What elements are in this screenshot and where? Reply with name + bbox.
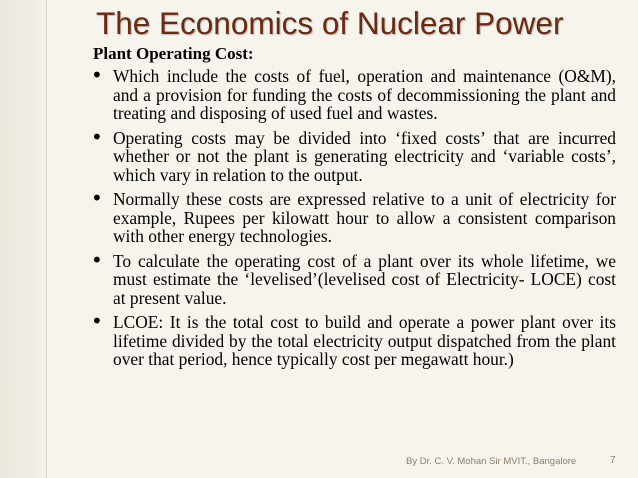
bullet-icon: • bbox=[91, 247, 103, 272]
left-divider-line bbox=[46, 0, 47, 478]
bullet-icon: • bbox=[91, 63, 103, 87]
bullet-item bbox=[91, 309, 616, 369]
bullet-list bbox=[91, 63, 616, 375]
bullet-text: To calculate the operating cost of a plant over its whole lifetime, we must estimate the ‘levelised’(levelised cost of Electricity- LOCE) cost at present value. bbox=[113, 250, 616, 308]
bullet-text: Operating costs may be divided into ‘fixed costs’ that are incurred whether or not the plant is generating electricity and ‘variable costs’, which vary in relation to the output. bbox=[113, 127, 616, 185]
left-decorative-bar bbox=[0, 0, 46, 478]
bullet-item bbox=[91, 247, 616, 308]
bullet-item bbox=[91, 186, 616, 246]
bullet-icon: • bbox=[91, 309, 103, 333]
bullet-item bbox=[91, 63, 616, 123]
bullet-item bbox=[91, 124, 616, 185]
section-heading: Plant Operating Cost: bbox=[93, 44, 254, 63]
page-number: 7 bbox=[610, 455, 616, 466]
footer-credit: By Dr. C. V. Mohan Sir MVIT., Bangalore bbox=[406, 456, 577, 467]
bullet-text: Which include the costs of fuel, operation and maintenance (O&M), and a provision for funding the costs of decommissioning the plant and treating and disposing of used fuel and wastes. bbox=[113, 66, 616, 123]
bullet-icon: • bbox=[91, 186, 103, 210]
bullet-icon: • bbox=[91, 124, 103, 149]
slide-title: The Economics of Nuclear Power bbox=[96, 5, 564, 41]
bullet-text: Normally these costs are expressed relative to a unit of electricity for example, Rupees per kilowatt hour to allow a consistent comparison with other energy technologies. bbox=[113, 189, 616, 246]
bullet-text: LCOE: It is the total cost to build and operate a power plant over its lifetime divided by the total electricity output dispatched from the plant over that period, hence typically cost per megawatt hour.) bbox=[113, 312, 616, 369]
